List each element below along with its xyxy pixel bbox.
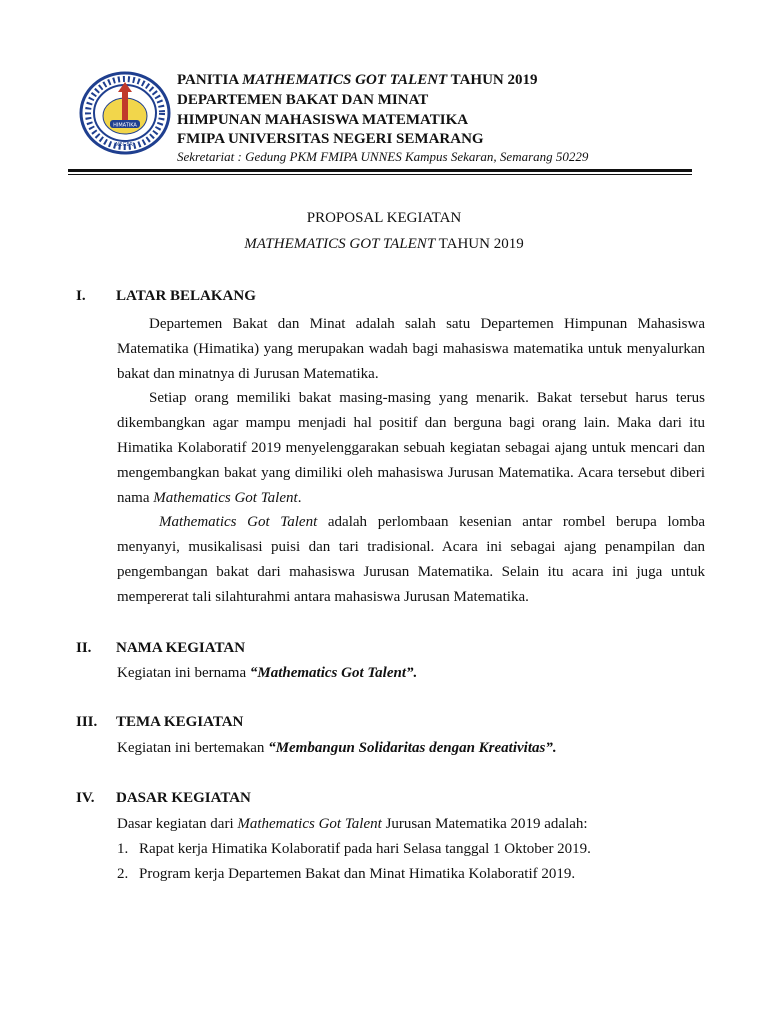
letterhead-line-1-prefix: PANITIA — [177, 72, 243, 88]
letterhead-divider-thick — [68, 169, 692, 172]
tema-kegiatan-value: “Membangun Solidaritas dengan Kreativitas”. — [268, 740, 557, 756]
paragraph-2 — [117, 386, 705, 511]
letterhead-line-2: DEPARTEMEN BAKAT DAN MINAT — [177, 92, 429, 108]
dasar-intro-suffix: Jurusan Matematika 2019 adalah: — [381, 816, 588, 832]
section-heading-latar-belakang — [76, 288, 256, 305]
list-item-text: Program kerja Departemen Bakat dan Minat Himatika Kolaboratif 2019. — [139, 866, 576, 882]
document-title: PROPOSAL KEGIATAN — [306, 210, 462, 226]
section-title: DASAR KEGIATAN — [116, 790, 251, 806]
paragraph-2-text: Setiap orang memiliki bakat masing-masing yang menarik. Bakat tersebut harus terus dikembangkan agar mampu menjadi hal positif dan berguna bagi orang lain. Maka dari itu Himatika Kolaboratif 2019 menyelenggarakan sebuah kegiatan sebagai ajang untuk mencari dan mengembangkan bakat yang dimiliki oleh mahasiswa Jurusan Matematika. Acara tersebut diberi nama — [117, 390, 705, 506]
section-heading-tema-kegiatan — [76, 714, 243, 731]
paragraph-2-event-name: Mathematics Got Talent — [153, 490, 298, 506]
list-item — [117, 866, 575, 883]
section-number: IV. — [76, 790, 95, 806]
section-heading-dasar-kegiatan — [76, 790, 251, 807]
list-item-number: 2. — [117, 866, 129, 882]
section-number: I. — [76, 288, 86, 304]
list-item-text: Rapat kerja Himatika Kolaboratif pada hari Selasa tanggal 1 Oktober 2019. — [139, 841, 591, 857]
tema-kegiatan-lead: Kegiatan ini bertemakan — [117, 740, 269, 756]
dasar-intro-prefix: Dasar kegiatan dari — [117, 816, 238, 832]
dasar-intro-event-name: Mathematics Got Talent — [237, 816, 382, 832]
letterhead-line-1 — [177, 70, 538, 90]
letterhead-divider-thin — [68, 174, 692, 175]
letterhead-line-3: HIMPUNAN MAHASISWA MATEMATIKA — [177, 112, 469, 128]
nama-kegiatan-text — [117, 665, 417, 682]
logo-center-text: HIMATIKA — [113, 122, 137, 129]
section-number: III. — [76, 714, 98, 730]
dasar-kegiatan-intro — [117, 816, 588, 833]
nama-kegiatan-lead: Kegiatan ini bernama — [117, 665, 250, 681]
section-title: NAMA KEGIATAN — [116, 640, 246, 656]
section-number: II. — [76, 640, 92, 656]
subtitle-event-name: MATHEMATICS GOT TALENT — [244, 236, 436, 252]
list-item-number: 1. — [117, 841, 129, 857]
paragraph-3 — [117, 510, 705, 610]
letterhead-line-4: FMIPA UNIVERSITAS NEGERI SEMARANG — [177, 131, 484, 147]
paragraph-1: Departemen Bakat dan Minat adalah salah satu Departemen Himpunan Mahasiswa Matematika (Himatika) yang merupakan wadah bagi mahasiswa matematika untuk menyalurkan bakat dan minatnya di Jurusan Matematika. — [117, 316, 705, 382]
letterhead-line-1-suffix: TAHUN 2019 — [447, 72, 538, 88]
letterhead-event-name: MATHEMATICS GOT TALENT — [242, 72, 448, 88]
letterhead-address: Sekretariat : Gedung PKM FMIPA UNNES Kampus Sekaran, Semarang 50229 — [177, 149, 589, 164]
tema-kegiatan-text — [117, 740, 557, 757]
paragraph-2-end: . — [297, 490, 302, 506]
himatika-logo-icon — [78, 70, 172, 156]
section-heading-nama-kegiatan — [76, 640, 245, 657]
paragraph-3-text: adalah perlombaan kesenian antar rombel berupa lomba menyanyi, musikalisasi puisi dan tari tradisional. Acara ini sebagai ajang penampilan dan pengembangan bakat dari mahasiswa Jurusan Matematika. Selain itu acara ini juga untuk mempererat tali silahturahmi antara mahasiswa Jurusan Matematika. — [117, 514, 705, 605]
list-item — [117, 841, 591, 858]
document-subtitle — [0, 236, 768, 253]
logo-bottom-text: NEGERI — [115, 142, 135, 148]
subtitle-suffix: TAHUN 2019 — [435, 236, 524, 252]
nama-kegiatan-value: “Mathematics Got Talent”. — [249, 665, 418, 681]
section-title: LATAR BELAKANG — [116, 288, 256, 304]
paragraph-3-event-name: Mathematics Got Talent — [159, 514, 318, 530]
section-title: TEMA KEGIATAN — [116, 714, 244, 730]
